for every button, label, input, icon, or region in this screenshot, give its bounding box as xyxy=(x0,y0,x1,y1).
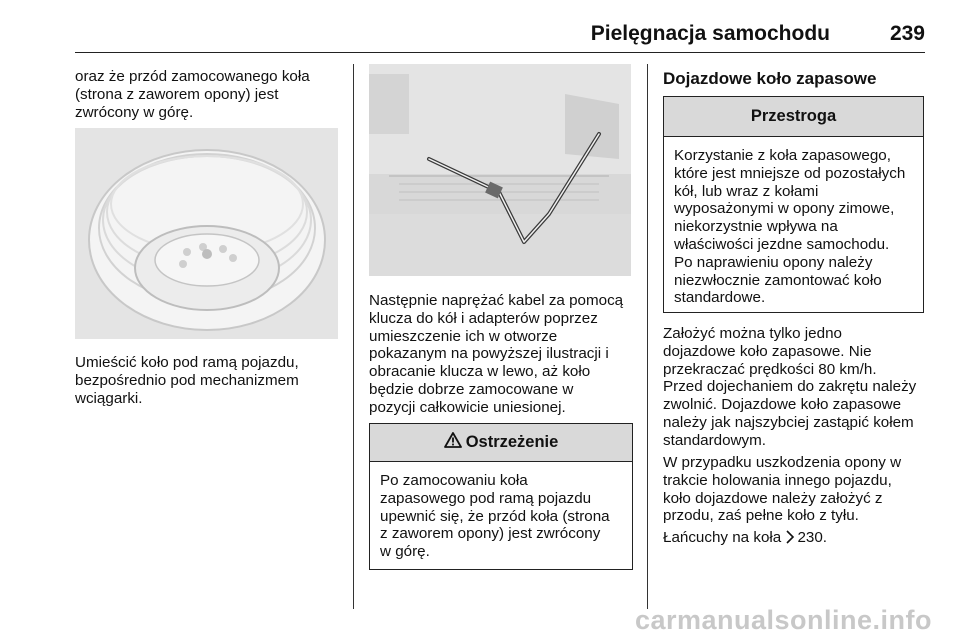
caution-text: Korzystanie z koła zapasowego, które jest mniejsze od pozostałych kół, lub wraz z kołami wyposażonymi w opony zimowe, niekorzystnie wpływa na właściwości jezdne samochodu. Po naprawieniu opony należy niezwłocznie zamontować koło standardowe. xyxy=(674,147,906,307)
reference-arrow-icon xyxy=(785,530,795,549)
section-title: Dojazdowe koło zapasowe xyxy=(663,69,877,88)
page-number: 239 xyxy=(889,22,925,45)
page-title: Pielęgnacja samochodu xyxy=(590,22,830,45)
warning-text: Po zamocowaniu koła zapasowego pod ramą pojazdu upewnić się, że przód koła (strona z zaworem opony) jest zwrócony w górę. xyxy=(380,472,610,561)
col3-paragraph: Założyć można tylko jedno dojazdowe koło zapasowe. Nie przekraczać prędkości 80 km/h. Przed dojechaniem do zakrętu należy zwolnić. Dojazdowe koło zapasowe należy jak najszybciej zastąpić kołem standardowym. xyxy=(663,325,917,449)
col1-paragraph: oraz że przód zamocowanego koła (strona z zaworem opony) jest zwrócony w górę. xyxy=(75,68,310,121)
warning-header xyxy=(370,424,632,462)
winch-key-illustration xyxy=(369,64,631,276)
col2-paragraph: Następnie naprężać kabel za pomocą klucza do kół i adapterów poprzez umieszczenie ich w otworze pokazanym na powyższej ilustracji i obracanie klucza w lewo, aż koło będzie dobrze zamocowane w pozycji całkowicie uniesionej. xyxy=(369,292,624,416)
caution-title: Przestroga xyxy=(750,107,837,125)
warning-box xyxy=(369,423,633,570)
page-header xyxy=(75,0,925,53)
spare-wheel-illustration xyxy=(75,128,338,339)
watermark: carmanualsonline.info xyxy=(634,605,932,635)
warning-title: Ostrzeżenie xyxy=(465,433,559,451)
chains-text: Łańcuchy na koła xyxy=(663,529,786,546)
warning-triangle-icon xyxy=(444,432,462,453)
col3-paragraph: W przypadku uszkodzenia opony w trakcie holowania innego pojazdu, koło dojazdowe należy założyć z przodu, zaś pełne koło z tyłu. xyxy=(663,454,902,525)
col1-paragraph: Umieścić koło pod ramą pojazdu, bezpośrednio pod mechanizmem wciągarki. xyxy=(75,354,299,407)
caution-header xyxy=(664,97,923,137)
column-divider xyxy=(647,64,648,609)
col3-paragraph xyxy=(663,529,933,549)
column-divider xyxy=(353,64,354,609)
chains-page-link[interactable]: 230. xyxy=(797,529,827,546)
caution-box xyxy=(663,96,924,313)
